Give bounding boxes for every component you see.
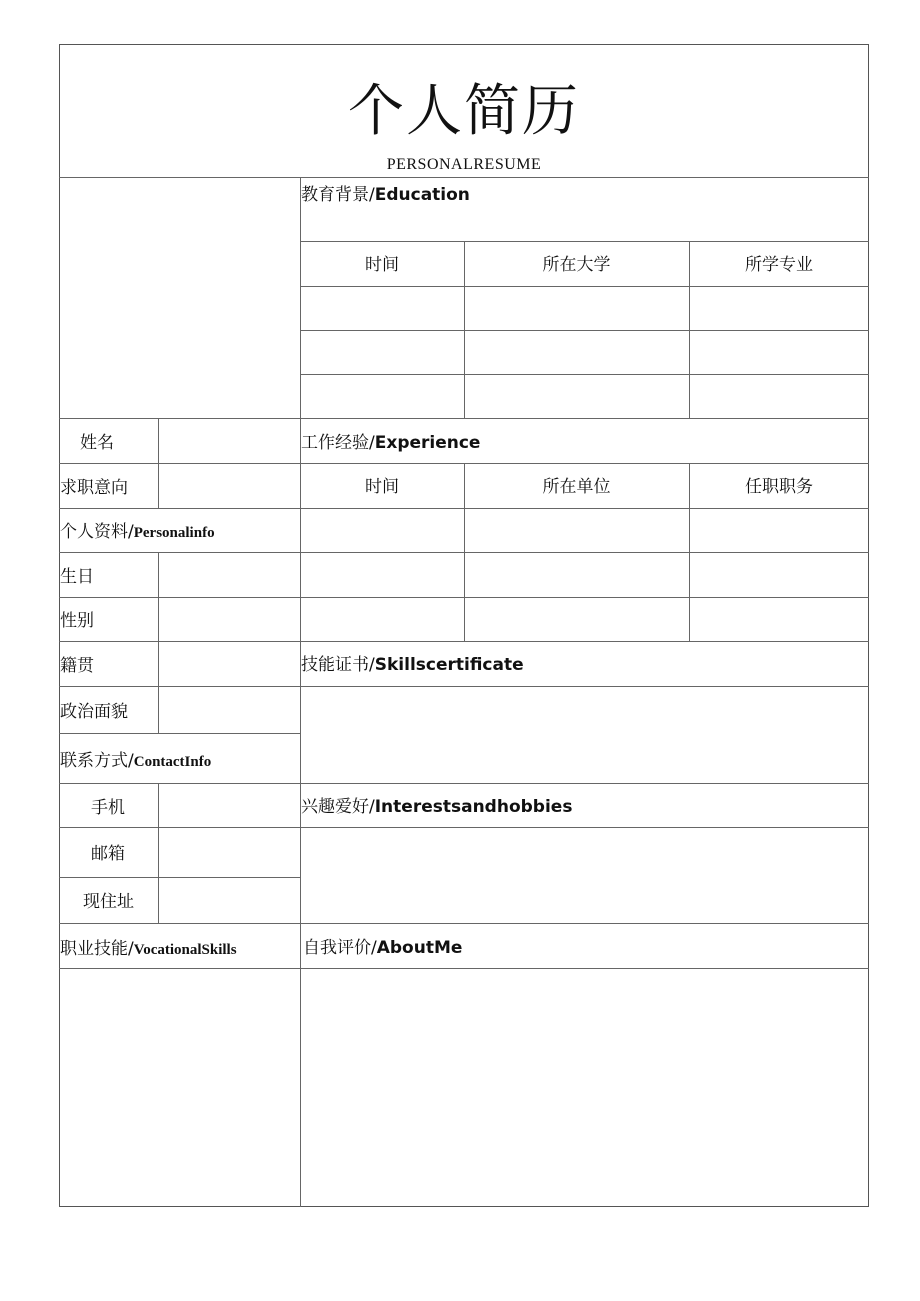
edu-col-university: 所在大学 [542,255,611,275]
resume-title: 个人简历 [348,79,580,144]
skills-cert-heading: 技能证书/Skillscertificate [301,655,524,675]
exp-col-time: 时间 [365,477,399,497]
native-place-field[interactable] [159,642,300,686]
name-field[interactable] [159,419,300,463]
email-field[interactable] [159,828,300,877]
email-label: 邮箱 [91,844,125,864]
photo-area[interactable] [60,178,300,418]
education-heading: 教育背景/Education [301,185,470,205]
edu-col-major: 所学专业 [745,255,813,275]
edu-col-time: 时间 [365,255,399,275]
vocational-skills-heading: 职业技能/VocationalSkills [60,939,237,959]
political-status-label: 政治面貌 [60,702,128,722]
contact-info-heading: 联系方式/ContactInfo [60,751,212,771]
edu-row-line [300,286,869,287]
personal-info-heading: 个人资料/Personalinfo [60,522,215,542]
edu-heading-divider [300,241,869,242]
vocational-skills-content[interactable] [60,969,300,1206]
exp-col-position: 任职职务 [745,477,813,497]
native-place-label: 籍贯 [60,656,94,676]
edu-row-line [300,330,869,331]
gender-label: 性别 [60,611,94,631]
intention-label: 求职意向 [60,478,128,498]
interests-heading: 兴趣爱好/Interestsandhobbies [301,797,573,817]
row-line [59,733,300,734]
about-content[interactable] [301,969,868,1206]
phone-label: 手机 [91,798,125,818]
about-heading: 自我评价/AboutMe [303,938,463,958]
address-field[interactable] [159,878,300,923]
birthday-label: 生日 [60,567,94,587]
experience-heading: 工作经验/Experience [301,433,481,453]
interests-content[interactable] [301,828,868,923]
row-line [59,923,869,924]
political-status-field[interactable] [159,687,300,733]
resume-subtitle: PERSONALRESUME [386,156,542,173]
edu-row-line [300,374,869,375]
birthday-field[interactable] [159,553,300,597]
name-label: 姓名 [80,433,114,453]
address-label: 现住址 [83,892,134,912]
intention-field[interactable] [159,464,300,508]
gender-field[interactable] [159,598,300,641]
exp-col-company: 所在单位 [542,477,611,497]
phone-field[interactable] [159,784,300,827]
skills-cert-content[interactable] [301,687,868,783]
